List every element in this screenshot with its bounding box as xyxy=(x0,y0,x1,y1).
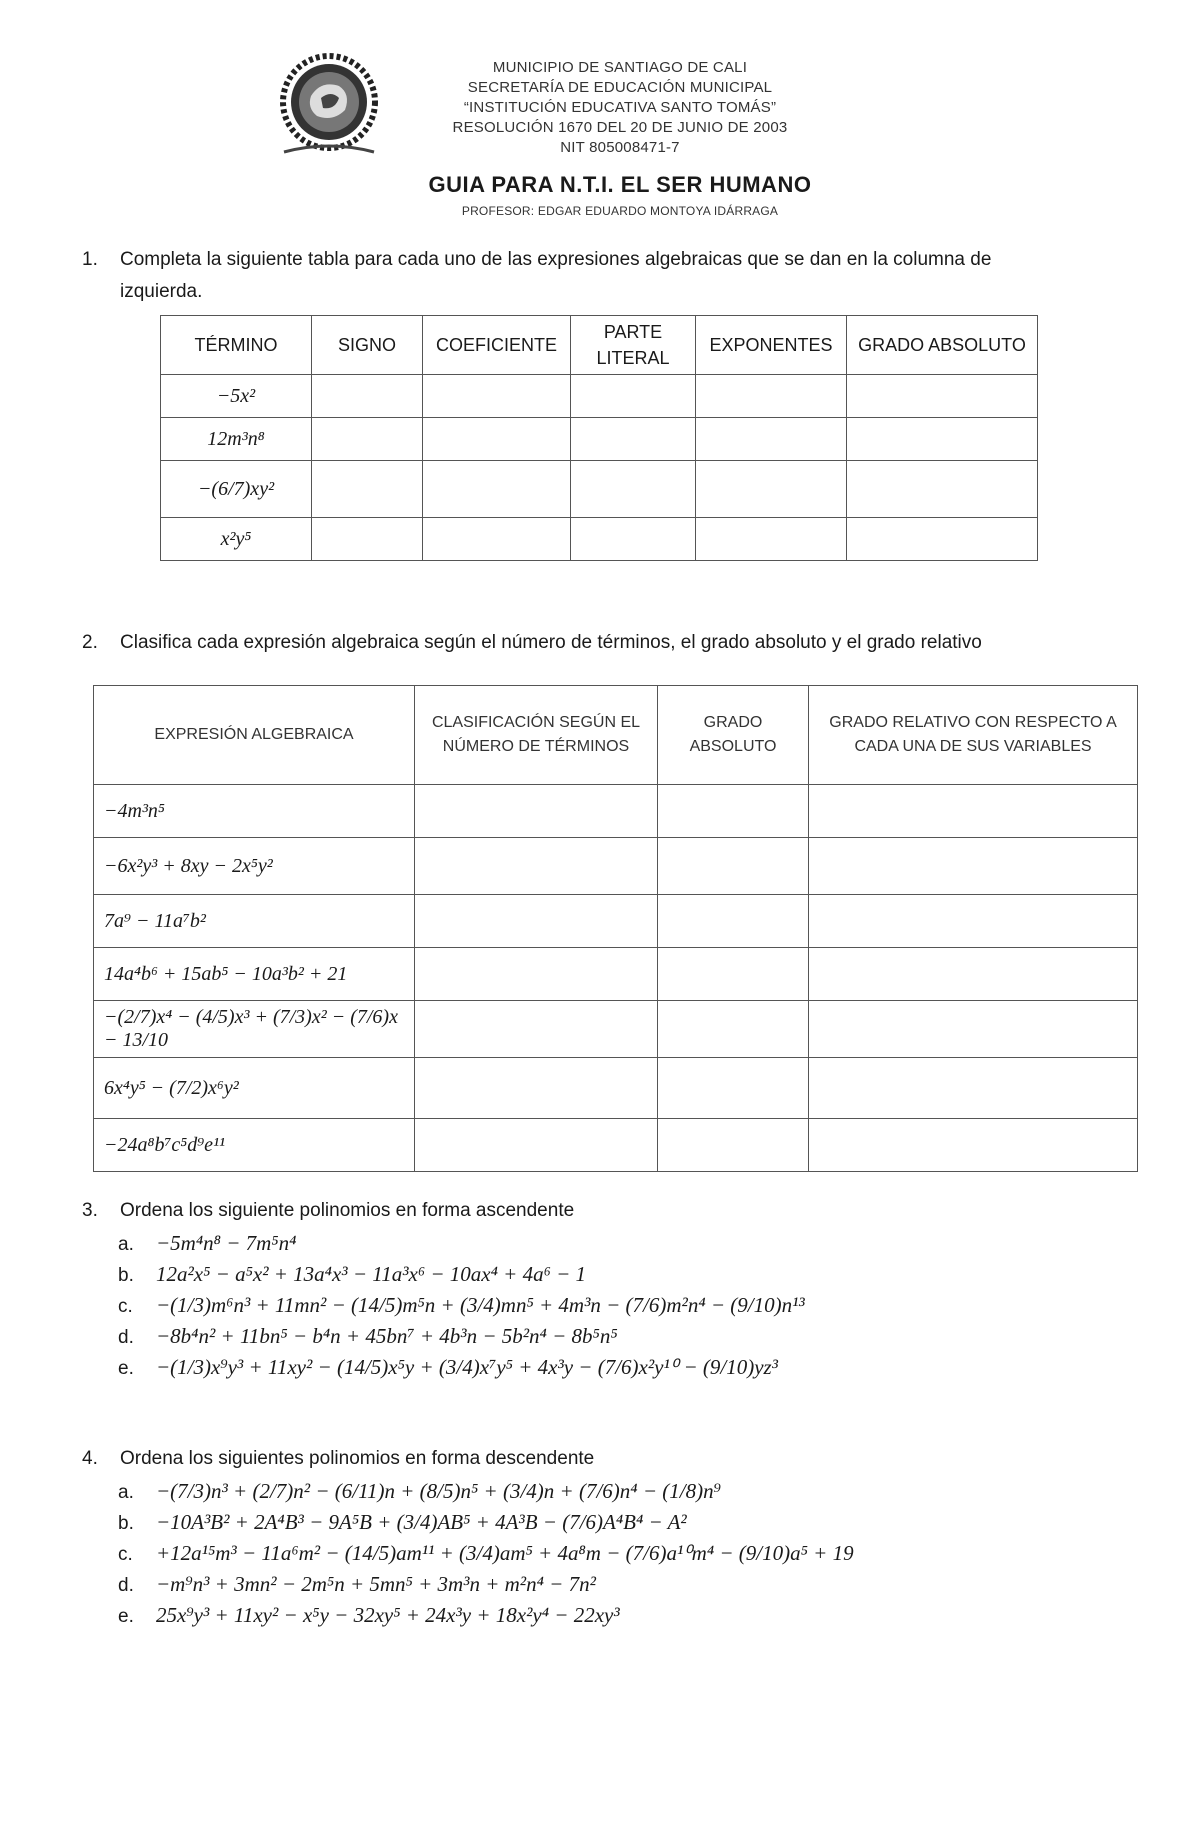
col-header: GRADO RELATIVO CON RESPECTO A CADA UNA DE SUS VARIABLES xyxy=(809,686,1138,785)
table-header-row xyxy=(94,686,1138,785)
question-4 xyxy=(82,1443,1082,1475)
table-row xyxy=(161,418,1038,461)
list-item xyxy=(118,1600,854,1631)
answer-cell[interactable] xyxy=(809,838,1138,895)
question-text: Ordena los siguientes polinomios en forma descendente xyxy=(120,1448,595,1469)
answer-cell[interactable] xyxy=(423,418,571,461)
answer-cell[interactable] xyxy=(415,948,658,1001)
answer-cell[interactable] xyxy=(847,418,1038,461)
item-label: c. xyxy=(118,1544,133,1565)
polynomial: −8b⁴n² + 11bn⁵ − b⁴n + 45bn⁷ + 4b³n − 5b²n⁴ − 8b⁵n⁵ xyxy=(156,1324,618,1348)
answer-cell[interactable] xyxy=(809,1119,1138,1172)
expression-cell: 6x⁴y⁵ − (7/2)x⁶y² xyxy=(94,1058,415,1119)
list-item xyxy=(118,1290,805,1321)
answer-cell[interactable] xyxy=(696,418,847,461)
answer-cell[interactable] xyxy=(415,895,658,948)
classification-table xyxy=(93,685,1138,1172)
answer-cell[interactable] xyxy=(696,461,847,518)
table-row xyxy=(94,838,1138,895)
document-title: GUIA PARA N.T.I. EL SER HUMANO xyxy=(428,172,812,197)
col-header: SIGNO xyxy=(312,316,423,375)
answer-cell[interactable] xyxy=(658,1001,809,1058)
answer-cell[interactable] xyxy=(809,785,1138,838)
question-text-cont: izquierda. xyxy=(120,281,203,302)
item-label: a. xyxy=(118,1482,134,1503)
expression-cell: 7a⁹ − 11a⁷b² xyxy=(94,895,415,948)
item-label: d. xyxy=(118,1327,134,1348)
terms-table xyxy=(160,315,1038,561)
polynomial-list-ascending xyxy=(118,1228,805,1383)
answer-cell[interactable] xyxy=(571,518,696,561)
question-number: 3. xyxy=(82,1200,98,1221)
expression-cell: 14a⁴b⁶ + 15ab⁵ − 10a³b² + 21 xyxy=(94,948,415,1001)
table-row xyxy=(161,461,1038,518)
item-label: d. xyxy=(118,1575,134,1596)
answer-cell[interactable] xyxy=(809,1001,1138,1058)
answer-cell[interactable] xyxy=(696,518,847,561)
answer-cell[interactable] xyxy=(658,838,809,895)
polynomial: −5m⁴n⁸ − 7m⁵n⁴ xyxy=(156,1231,297,1255)
col-header: EXPRESIÓN ALGEBRAICA xyxy=(94,686,415,785)
table-row xyxy=(94,1001,1138,1058)
answer-cell[interactable] xyxy=(809,1058,1138,1119)
item-label: e. xyxy=(118,1358,134,1379)
answer-cell[interactable] xyxy=(658,1119,809,1172)
col-header: COEFICIENTE xyxy=(423,316,571,375)
answer-cell[interactable] xyxy=(415,1001,658,1058)
answer-cell[interactable] xyxy=(423,461,571,518)
answer-cell[interactable] xyxy=(847,518,1038,561)
question-3 xyxy=(82,1195,1082,1227)
question-1 xyxy=(82,244,1142,308)
answer-cell[interactable] xyxy=(658,785,809,838)
answer-cell[interactable] xyxy=(658,1058,809,1119)
answer-cell[interactable] xyxy=(423,518,571,561)
answer-cell[interactable] xyxy=(847,375,1038,418)
polynomial: −10A³B² + 2A⁴B³ − 9A⁵B + (3/4)AB⁵ + 4A³B − (7/6)A⁴B⁴ − A² xyxy=(156,1510,687,1534)
header-line: “INSTITUCIÓN EDUCATIVA SANTO TOMÁS” xyxy=(463,99,777,116)
question-2 xyxy=(82,627,1162,659)
table-header-row xyxy=(161,316,1038,375)
col-header: CLASIFICACIÓN SEGÚN EL NÚMERO DE TÉRMINOS xyxy=(415,686,658,785)
item-label: b. xyxy=(118,1265,134,1286)
header-line: SECRETARÍA DE EDUCACIÓN MUNICIPAL xyxy=(467,79,773,96)
item-label: e. xyxy=(118,1606,134,1627)
answer-cell[interactable] xyxy=(571,461,696,518)
question-number: 2. xyxy=(82,632,98,653)
answer-cell[interactable] xyxy=(312,375,423,418)
table-row xyxy=(94,1058,1138,1119)
answer-cell[interactable] xyxy=(312,461,423,518)
table-row xyxy=(94,895,1138,948)
list-item xyxy=(118,1259,805,1290)
question-text: Completa la siguiente tabla para cada uno de las expresiones algebraicas que se dan en la columna de xyxy=(120,249,992,270)
answer-cell[interactable] xyxy=(658,948,809,1001)
expression-cell: −(2/7)x⁴ − (4/5)x³ + (7/3)x² − (7/6)x − 13/10 xyxy=(94,1001,415,1058)
item-label: a. xyxy=(118,1234,134,1255)
answer-cell[interactable] xyxy=(312,518,423,561)
expression-cell: −24a⁸b⁷c⁵d⁹e¹¹ xyxy=(94,1119,415,1172)
table-row xyxy=(161,375,1038,418)
item-label: b. xyxy=(118,1513,134,1534)
col-header: TÉRMINO xyxy=(161,316,312,375)
polynomial: −(7/3)n³ + (2/7)n² − (6/11)n + (8/5)n⁵ + (3/4)n + (7/6)n⁴ − (1/8)n⁹ xyxy=(156,1479,721,1503)
term-cell: −(6/7)xy² xyxy=(161,461,312,518)
header-line: NIT 805008471-7 xyxy=(560,139,680,156)
expression-cell: −4m³n⁵ xyxy=(94,785,415,838)
header-line: MUNICIPIO DE SANTIAGO DE CALI xyxy=(492,59,748,76)
answer-cell[interactable] xyxy=(571,418,696,461)
question-number: 1. xyxy=(82,249,98,270)
col-header: GRADO ABSOLUTO xyxy=(658,686,809,785)
answer-cell[interactable] xyxy=(415,1058,658,1119)
polynomial: 12a²x⁵ − a⁵x² + 13a⁴x³ − 11a³x⁶ − 10ax⁴ + 4a⁶ − 1 xyxy=(156,1262,587,1286)
list-item xyxy=(118,1538,854,1569)
answer-cell[interactable] xyxy=(847,461,1038,518)
list-item xyxy=(118,1569,854,1600)
table-row xyxy=(94,948,1138,1001)
expression-cell: −6x²y³ + 8xy − 2x⁵y² xyxy=(94,838,415,895)
col-header: PARTE LITERAL xyxy=(571,316,696,375)
table-row xyxy=(161,518,1038,561)
term-cell: 12m³n⁸ xyxy=(161,418,312,461)
answer-cell[interactable] xyxy=(809,948,1138,1001)
col-header: GRADO ABSOLUTO xyxy=(847,316,1038,375)
answer-cell[interactable] xyxy=(415,838,658,895)
term-cell: x²y⁵ xyxy=(161,518,312,561)
table-row xyxy=(94,1119,1138,1172)
answer-cell[interactable] xyxy=(696,375,847,418)
answer-cell[interactable] xyxy=(415,1119,658,1172)
polynomial: +12a¹⁵m³ − 11a⁶m² − (14/5)am¹¹ + (3/4)am⁵ + 4a⁸m − (7/6)a¹⁰m⁴ − (9/10)a⁵ + 19 xyxy=(156,1541,854,1565)
list-item xyxy=(118,1476,854,1507)
teacher-name: PROFESOR: EDGAR EDUARDO MONTOYA IDÁRRAGA xyxy=(461,204,779,218)
header-line: RESOLUCIÓN 1670 DEL 20 DE JUNIO DE 2003 xyxy=(452,119,788,136)
list-item xyxy=(118,1321,805,1352)
answer-cell[interactable] xyxy=(415,785,658,838)
answer-cell[interactable] xyxy=(312,418,423,461)
item-label: c. xyxy=(118,1296,133,1317)
answer-cell[interactable] xyxy=(423,375,571,418)
question-text: Clasifica cada expresión algebraica según el número de términos, el grado absoluto y el grado relativo xyxy=(120,632,982,653)
polynomial: −(1/3)x⁹y³ + 11xy² − (14/5)x⁵y + (3/4)x⁷y⁵ + 4x³y − (7/6)x²y¹⁰ − (9/10)yz³ xyxy=(156,1355,778,1379)
list-item xyxy=(118,1507,854,1538)
institution-header xyxy=(330,58,910,158)
table-row xyxy=(94,785,1138,838)
question-text: Ordena los siguiente polinomios en forma ascendente xyxy=(120,1200,575,1221)
polynomial: 25x⁹y³ + 11xy² − x⁵y − 32xy⁵ + 24x³y + 18x²y⁴ − 22xy³ xyxy=(156,1603,620,1627)
answer-cell[interactable] xyxy=(658,895,809,948)
answer-cell[interactable] xyxy=(571,375,696,418)
answer-cell[interactable] xyxy=(809,895,1138,948)
polynomial: −(1/3)m⁶n³ + 11mn² − (14/5)m⁵n + (3/4)mn⁵ + 4m³n − (7/6)m²n⁴ − (9/10)n¹³ xyxy=(156,1293,805,1317)
polynomial: −m⁹n³ + 3mn² − 2m⁵n + 5mn⁵ + 3m³n + m²n⁴ − 7n² xyxy=(156,1572,596,1596)
col-header: EXPONENTES xyxy=(696,316,847,375)
polynomial-list-descending xyxy=(118,1476,854,1631)
question-number: 4. xyxy=(82,1448,98,1469)
list-item xyxy=(118,1352,805,1383)
term-cell: −5x² xyxy=(161,375,312,418)
list-item xyxy=(118,1228,805,1259)
